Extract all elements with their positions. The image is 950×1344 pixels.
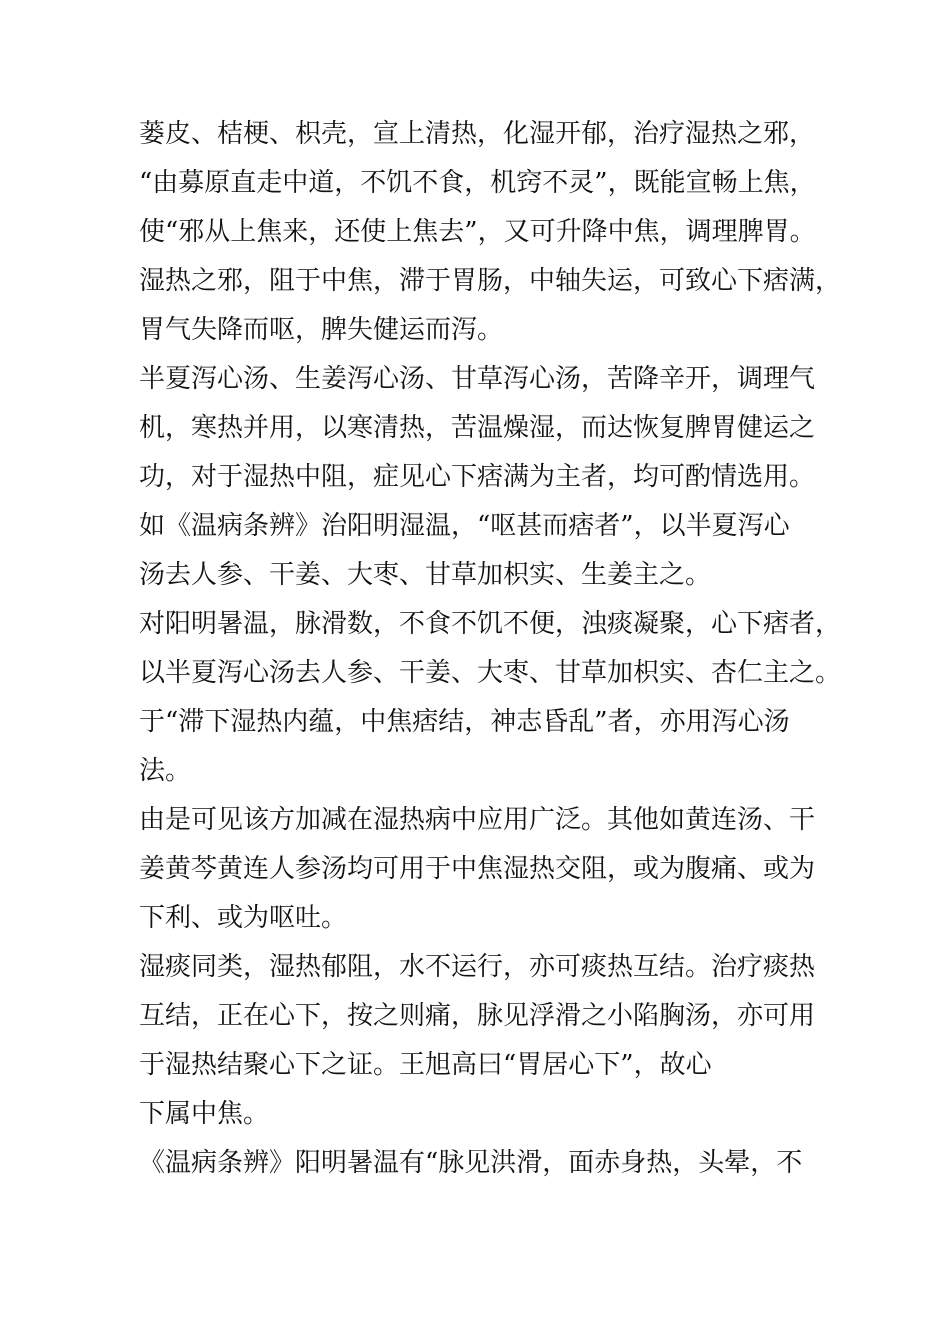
text-line: 湿热之邪，阻于中焦，滞于胃肠，中轴失运，可致心下痞满， [139, 266, 842, 296]
text-line: 由是可见该方加减在湿热病中应用广泛。其他如黄连汤、干 [139, 805, 816, 835]
text-line: 机，寒热并用，以寒清热，苦温燥湿，而达恢复脾胃健运之 [139, 413, 816, 443]
text-line: 法。 [139, 756, 192, 786]
text-line: 胃气失降而呕，脾失健运而泻。 [139, 315, 504, 345]
text-line: 于湿热结聚心下之证。王旭高曰“胃居心下”，故心 [139, 1050, 712, 1080]
text-line: 汤去人参、干姜、大枣、甘草加枳实、生姜主之。 [139, 560, 712, 590]
text-line: 功，对于湿热中阻，症见心下痞满为主者，均可酌情选用。 [139, 462, 816, 492]
text-line: 湿痰同类，湿热郁阻，水不运行，亦可痰热互结。治疗痰热 [139, 952, 816, 982]
text-line: 下利、或为呕吐。 [139, 903, 348, 933]
text-line: 以半夏泻心汤去人参、干姜、大枣、甘草加枳实、杏仁主之。 [139, 658, 842, 688]
text-line: 对阳明暑温，脉滑数，不食不饥不便，浊痰凝聚，心下痞者， [139, 609, 842, 639]
text-line: 姜黄芩黄连人参汤均可用于中焦湿热交阻，或为腹痛、或为 [139, 854, 816, 884]
text-line: 于“滞下湿热内蕴，中焦痞结，神志昏乱”者，亦用泻心汤 [139, 707, 790, 737]
text-line: 互结，正在心下，按之则痛，脉见浮滑之小陷胸汤，亦可用 [139, 1001, 816, 1031]
text-line: “由募原直走中道，不饥不食，机窍不灵”，既能宣畅上焦， [139, 168, 816, 198]
text-line: 蒌皮、桔梗、枳壳，宣上清热，化湿开郁，治疗湿热之邪， [139, 119, 816, 149]
text-line: 如《温病条辨》治阳明湿温，“呕甚而痞者”，以半夏泻心 [139, 511, 790, 541]
text-line: 《温病条辨》阳明暑温有“脉见洪滑，面赤身热，头晕，不 [139, 1148, 803, 1178]
text-line: 半夏泻心汤、生姜泻心汤、甘草泻心汤，苦降辛开，调理气 [139, 364, 816, 394]
text-line: 使“邪从上焦来，还使上焦去”，又可升降中焦，调理脾胃。 [139, 217, 816, 247]
body-text [139, 110, 842, 1188]
text-line: 下属中焦。 [139, 1099, 270, 1129]
